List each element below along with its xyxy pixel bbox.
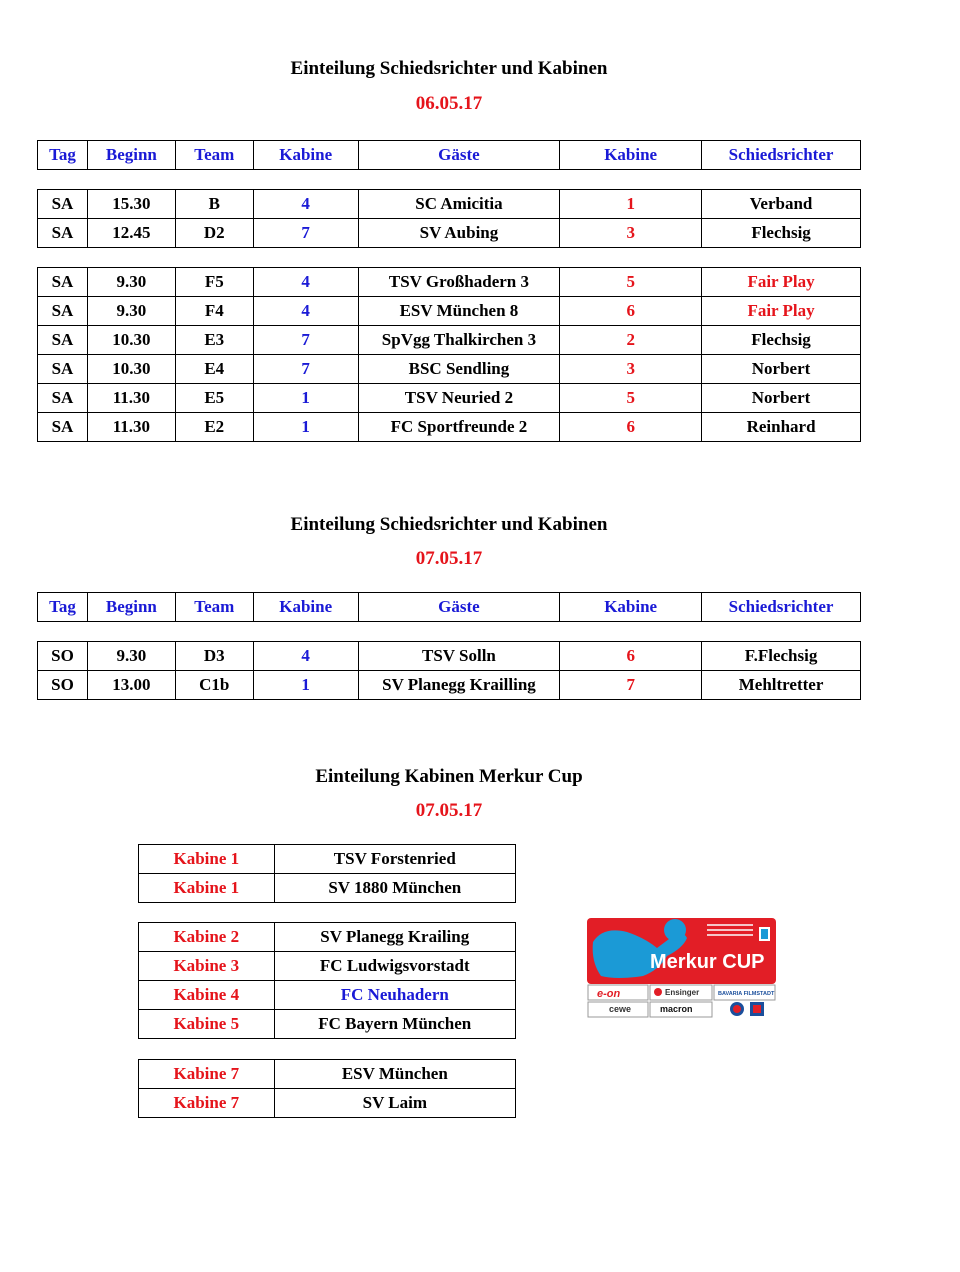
cell-beginn: 11.30 [87, 384, 175, 413]
cell-team-name: FC Bayern München [274, 1010, 515, 1039]
header-team: Team [175, 141, 253, 170]
cell-team: E5 [175, 384, 253, 413]
cell-kabine: 7 [253, 219, 358, 248]
cell-kabine: 7 [253, 355, 358, 384]
cell-gaeste: TSV Solln [358, 642, 560, 671]
cell-team: E3 [175, 326, 253, 355]
cell-kabine: 7 [253, 326, 358, 355]
cell-team: D2 [175, 219, 253, 248]
cell-team-name: SV Planegg Krailing [274, 923, 515, 952]
merkur-cup-logo [587, 918, 776, 1018]
table-row [38, 219, 861, 248]
cell-kabine-label: Kabine 1 [139, 874, 275, 903]
section1-title: Einteilung Schiedsrichter und Kabinen [290, 58, 608, 79]
cell-schiedsrichter: Norbert [702, 384, 861, 413]
table-row [139, 845, 516, 874]
cell-beginn: 10.30 [87, 326, 175, 355]
cell-schiedsrichter: Reinhard [702, 413, 861, 442]
cell-beginn: 9.30 [87, 297, 175, 326]
cell-tag: SA [38, 355, 88, 384]
cell-kabine-label: Kabine 4 [139, 981, 275, 1010]
table-row [38, 671, 861, 700]
cell-schiedsrichter: Fair Play [702, 268, 861, 297]
cell-team-name: TSV Forstenried [274, 845, 515, 874]
table-row [38, 190, 861, 219]
cell-kabine: 4 [253, 268, 358, 297]
cell-team-name: SV 1880 München [274, 874, 515, 903]
section2-date: 07.05.17 [415, 548, 483, 569]
cell-gaeste: TSV Neuried 2 [358, 384, 560, 413]
table-row [139, 1089, 516, 1118]
cell-gaeste: SV Planegg Krailling [358, 671, 560, 700]
cell-schiedsrichter: Fair Play [702, 297, 861, 326]
table-row [38, 297, 861, 326]
cell-kabine: 1 [253, 413, 358, 442]
cell-kabine-label: Kabine 7 [139, 1060, 275, 1089]
cell-kabine-gast: 7 [560, 671, 702, 700]
cell-beginn: 9.30 [87, 268, 175, 297]
cell-kabine-gast: 5 [560, 384, 702, 413]
cell-team-name: SV Laim [274, 1089, 515, 1118]
cell-kabine-gast: 6 [560, 413, 702, 442]
section3-group2-table [138, 922, 516, 1039]
section1-group2-table [37, 267, 861, 442]
cell-kabine-label: Kabine 3 [139, 952, 275, 981]
cell-team: F4 [175, 297, 253, 326]
section2-group1-table [37, 641, 861, 700]
cell-kabine: 4 [253, 297, 358, 326]
header-beginn: Beginn [87, 593, 175, 622]
table-row [38, 268, 861, 297]
cell-kabine: 4 [253, 190, 358, 219]
header-kabine-gast: Kabine [560, 593, 702, 622]
header-team: Team [175, 593, 253, 622]
cell-team: E2 [175, 413, 253, 442]
header-kabine: Kabine [253, 593, 358, 622]
table-row [38, 326, 861, 355]
cell-gaeste: BSC Sendling [358, 355, 560, 384]
cell-kabine: 4 [253, 642, 358, 671]
section3-title: Einteilung Kabinen Merkur Cup [315, 766, 583, 787]
table-row [38, 355, 861, 384]
section3-group3-table [138, 1059, 516, 1118]
header-row [38, 141, 861, 170]
cell-kabine-gast: 3 [560, 219, 702, 248]
table-row [38, 642, 861, 671]
cell-beginn: 11.30 [87, 413, 175, 442]
table-row [139, 981, 516, 1010]
header-tag: Tag [38, 141, 88, 170]
cell-team-name: FC Ludwigsvorstadt [274, 952, 515, 981]
merkur-cup-logo-graphic [587, 918, 776, 1018]
cell-tag: SA [38, 297, 88, 326]
section1-header-table [37, 140, 861, 170]
cell-kabine-label: Kabine 7 [139, 1089, 275, 1118]
cell-tag: SA [38, 413, 88, 442]
section1-group1-table [37, 189, 861, 248]
header-beginn: Beginn [87, 141, 175, 170]
cell-tag: SA [38, 326, 88, 355]
cell-team: C1b [175, 671, 253, 700]
header-gaeste: Gäste [358, 593, 560, 622]
cell-tag: SA [38, 384, 88, 413]
cell-tag: SO [38, 671, 88, 700]
cell-beginn: 10.30 [87, 355, 175, 384]
table-row [139, 952, 516, 981]
section1-date: 06.05.17 [415, 93, 483, 114]
header-tag: Tag [38, 593, 88, 622]
table-row [139, 874, 516, 903]
cell-tag: SA [38, 268, 88, 297]
cell-team: E4 [175, 355, 253, 384]
table-row [139, 1060, 516, 1089]
cell-gaeste: SV Aubing [358, 219, 560, 248]
cell-kabine-gast: 3 [560, 355, 702, 384]
cell-team-name: ESV München [274, 1060, 515, 1089]
cell-kabine-gast: 5 [560, 268, 702, 297]
section3-date: 07.05.17 [415, 800, 483, 821]
table-row [139, 1010, 516, 1039]
header-kabine-gast: Kabine [560, 141, 702, 170]
cell-schiedsrichter: F.Flechsig [702, 642, 861, 671]
cell-gaeste: SpVgg Thalkirchen 3 [358, 326, 560, 355]
cell-beginn: 15.30 [87, 190, 175, 219]
cell-kabine-label: Kabine 1 [139, 845, 275, 874]
cell-kabine-gast: 6 [560, 642, 702, 671]
section2-header-table [37, 592, 861, 622]
cell-team-name: FC Neuhadern [274, 981, 515, 1010]
header-row [38, 593, 861, 622]
sponsor-cewe: cewe [609, 1004, 632, 1014]
sponsor-ensinger: Ensinger [665, 988, 700, 997]
cell-tag: SA [38, 219, 88, 248]
cell-beginn: 13.00 [87, 671, 175, 700]
cell-gaeste: SC Amicitia [358, 190, 560, 219]
cell-kabine-gast: 6 [560, 297, 702, 326]
cell-kabine-gast: 2 [560, 326, 702, 355]
section3-group1-table [138, 844, 516, 903]
cell-kabine: 1 [253, 384, 358, 413]
cell-schiedsrichter: Flechsig [702, 219, 861, 248]
cell-gaeste: ESV München 8 [358, 297, 560, 326]
logo-text: Merkur CUP [650, 951, 765, 973]
cell-team: B [175, 190, 253, 219]
header-schiedsrichter: Schiedsrichter [702, 593, 861, 622]
sponsor-macron: macron [660, 1004, 693, 1014]
cell-schiedsrichter: Verband [702, 190, 861, 219]
table-row [38, 384, 861, 413]
cell-schiedsrichter: Mehltretter [702, 671, 861, 700]
cell-gaeste: TSV Großhadern 3 [358, 268, 560, 297]
header-schiedsrichter: Schiedsrichter [702, 141, 861, 170]
header-gaeste: Gäste [358, 141, 560, 170]
cell-gaeste: FC Sportfreunde 2 [358, 413, 560, 442]
cell-team: F5 [175, 268, 253, 297]
cell-team: D3 [175, 642, 253, 671]
cell-kabine-label: Kabine 5 [139, 1010, 275, 1039]
sponsor-bavaria: BAVARIA FILMSTADT [718, 991, 775, 997]
table-row [139, 923, 516, 952]
cell-tag: SA [38, 190, 88, 219]
section2-title: Einteilung Schiedsrichter und Kabinen [290, 514, 608, 535]
cell-schiedsrichter: Flechsig [702, 326, 861, 355]
table-row [38, 413, 861, 442]
cell-schiedsrichter: Norbert [702, 355, 861, 384]
header-kabine: Kabine [253, 141, 358, 170]
sponsor-eon: e-on [597, 988, 621, 1000]
cell-beginn: 9.30 [87, 642, 175, 671]
cell-beginn: 12.45 [87, 219, 175, 248]
cell-kabine: 1 [253, 671, 358, 700]
cell-tag: SO [38, 642, 88, 671]
cell-kabine-label: Kabine 2 [139, 923, 275, 952]
cell-kabine-gast: 1 [560, 190, 702, 219]
